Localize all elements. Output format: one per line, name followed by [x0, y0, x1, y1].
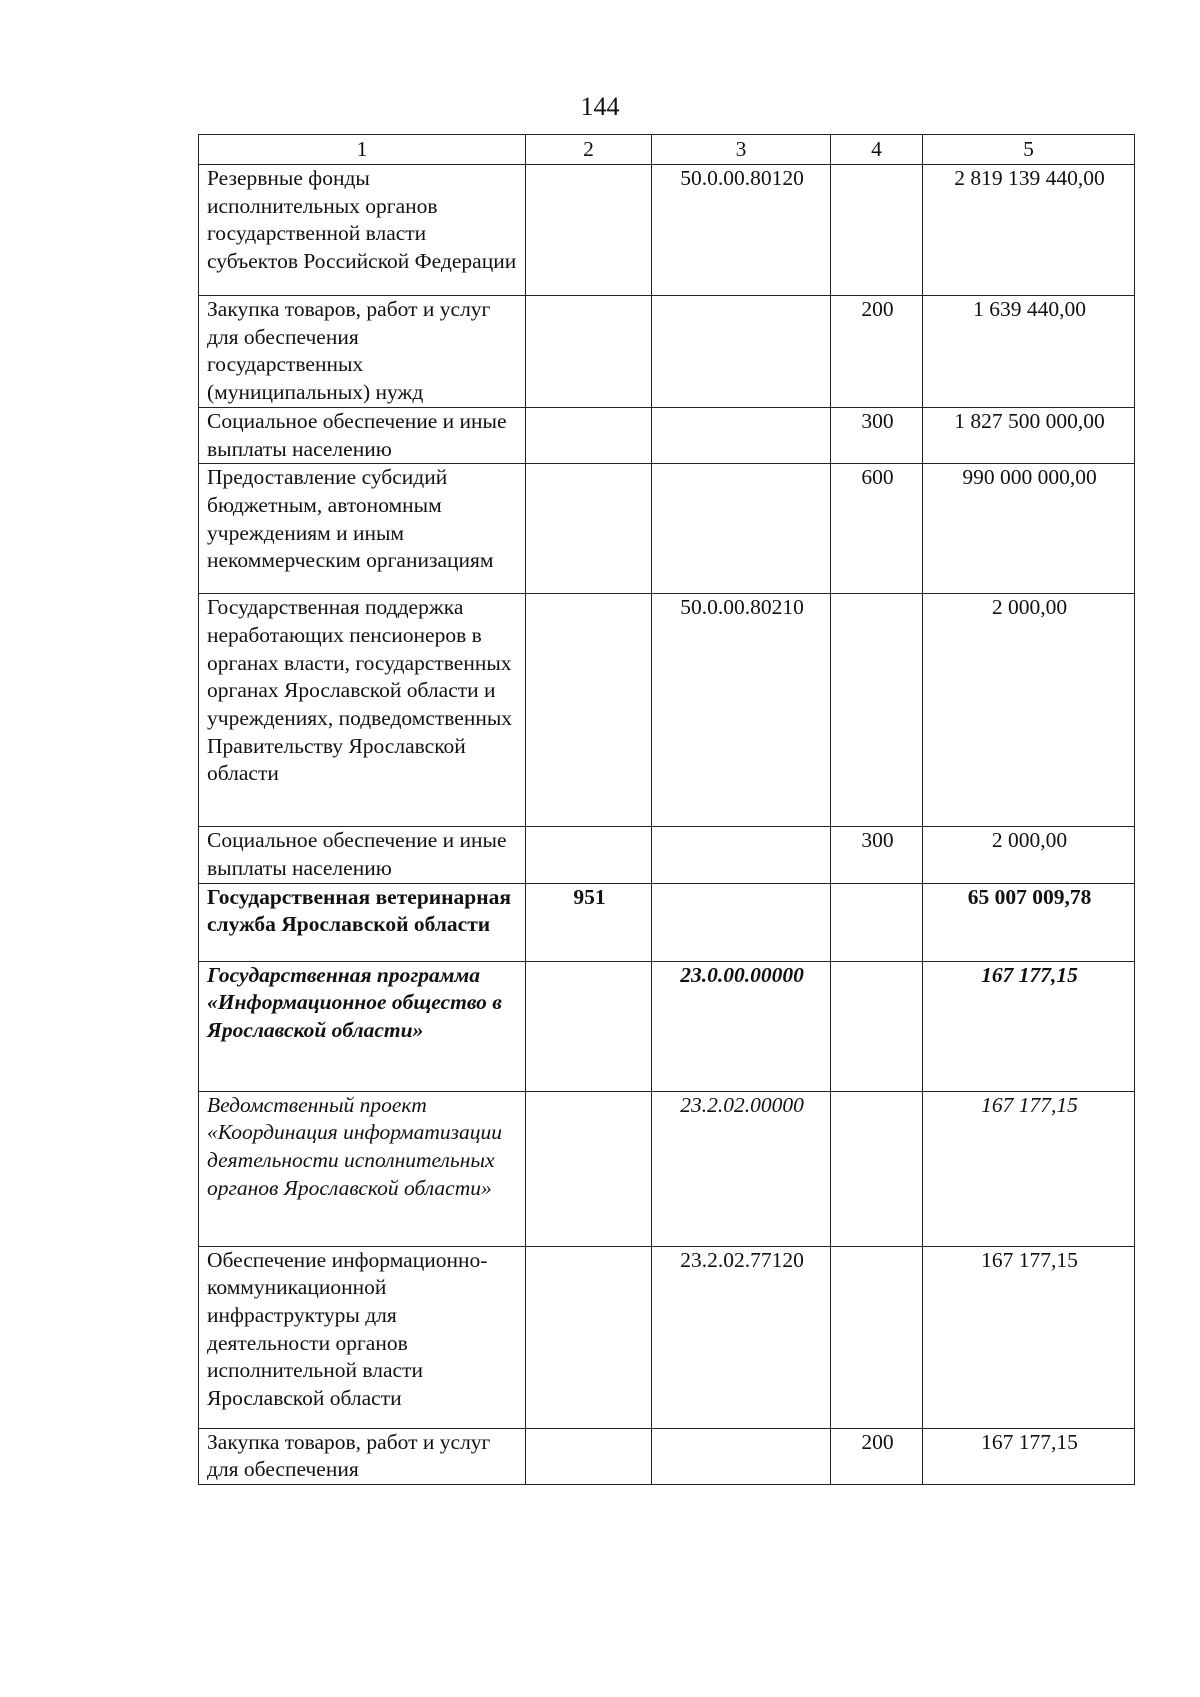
header-col-1: 1 — [199, 135, 526, 165]
cell-ved-code — [526, 961, 652, 1091]
cell-target-article: 23.2.02.00000 — [652, 1091, 831, 1246]
cell-name: Государственная программа «Информационное общество в Ярославской области» — [199, 961, 526, 1091]
cell-target-article — [652, 296, 831, 408]
cell-amount: 167 177,15 — [923, 1091, 1135, 1246]
cell-expense-type — [831, 165, 923, 296]
budget-table — [198, 134, 1135, 1485]
cell-target-article — [652, 1428, 831, 1484]
cell-ved-code — [526, 407, 652, 463]
cell-name: Социальное обеспечение и иные выплаты населению — [199, 827, 526, 883]
header-col-5: 5 — [923, 135, 1135, 165]
cell-target-article: 23.2.02.77120 — [652, 1246, 831, 1428]
cell-ved-code — [526, 1428, 652, 1484]
cell-amount: 2 000,00 — [923, 594, 1135, 827]
cell-expense-type: 600 — [831, 464, 923, 594]
cell-expense-type — [831, 594, 923, 827]
cell-amount: 1 827 500 000,00 — [923, 407, 1135, 463]
header-col-2: 2 — [526, 135, 652, 165]
cell-name: Закупка товаров, работ и услуг для обеспечения государственных (муниципальных) нужд — [199, 296, 526, 408]
cell-expense-type: 300 — [831, 407, 923, 463]
cell-target-article — [652, 464, 831, 594]
cell-ved-code — [526, 1246, 652, 1428]
cell-expense-type: 200 — [831, 1428, 923, 1484]
table-row — [199, 1091, 1135, 1246]
cell-name: Обеспечение информационно-коммуникационной инфраструктуры для деятельности органов исполнительной власти Ярославской области — [199, 1246, 526, 1428]
header-col-3: 3 — [652, 135, 831, 165]
cell-amount: 167 177,15 — [923, 1428, 1135, 1484]
table-row — [199, 165, 1135, 296]
table-row — [199, 594, 1135, 827]
table-row — [199, 961, 1135, 1091]
cell-amount: 990 000 000,00 — [923, 464, 1135, 594]
cell-target-article: 50.0.00.80120 — [652, 165, 831, 296]
cell-expense-type — [831, 961, 923, 1091]
cell-target-article — [652, 883, 831, 961]
cell-amount: 2 000,00 — [923, 827, 1135, 883]
table-row — [199, 1246, 1135, 1428]
page-number: 144 — [580, 92, 620, 121]
cell-amount: 1 639 440,00 — [923, 296, 1135, 408]
table-header-row — [199, 135, 1135, 165]
cell-name: Ведомственный проект «Координация информатизации деятельности исполнительных органов Ярославской области» — [199, 1091, 526, 1246]
cell-target-article — [652, 407, 831, 463]
table-row — [199, 1428, 1135, 1484]
cell-expense-type — [831, 1246, 923, 1428]
cell-amount: 167 177,15 — [923, 961, 1135, 1091]
cell-name: Социальное обеспечение и иные выплаты населению — [199, 407, 526, 463]
cell-name: Предоставление субсидий бюджетным, автономным учреждениям и иным некоммерческим организациям — [199, 464, 526, 594]
table-row — [199, 464, 1135, 594]
cell-amount: 65 007 009,78 — [923, 883, 1135, 961]
cell-ved-code — [526, 296, 652, 408]
cell-name: Государственная ветеринарная служба Ярославской области — [199, 883, 526, 961]
cell-target-article — [652, 827, 831, 883]
cell-expense-type: 200 — [831, 296, 923, 408]
cell-ved-code: 951 — [526, 883, 652, 961]
cell-target-article: 50.0.00.80210 — [652, 594, 831, 827]
table-row — [199, 296, 1135, 408]
cell-amount: 167 177,15 — [923, 1246, 1135, 1428]
header-col-4: 4 — [831, 135, 923, 165]
cell-name: Резервные фонды исполнительных органов государственной власти субъектов Российской Федерации — [199, 165, 526, 296]
cell-expense-type — [831, 883, 923, 961]
cell-ved-code — [526, 1091, 652, 1246]
cell-ved-code — [526, 464, 652, 594]
cell-target-article: 23.0.00.00000 — [652, 961, 831, 1091]
cell-ved-code — [526, 165, 652, 296]
cell-expense-type: 300 — [831, 827, 923, 883]
cell-expense-type — [831, 1091, 923, 1246]
cell-ved-code — [526, 827, 652, 883]
cell-amount: 2 819 139 440,00 — [923, 165, 1135, 296]
cell-name: Государственная поддержка неработающих пенсионеров в органах власти, государственных органах Ярославской области и учреждениях, подведомственных Правительству Ярославской области — [199, 594, 526, 827]
cell-ved-code — [526, 594, 652, 827]
table-row — [199, 883, 1135, 961]
table-row — [199, 407, 1135, 463]
table-row — [199, 827, 1135, 883]
cell-name: Закупка товаров, работ и услуг для обеспечения — [199, 1428, 526, 1484]
table-body — [199, 165, 1135, 1485]
